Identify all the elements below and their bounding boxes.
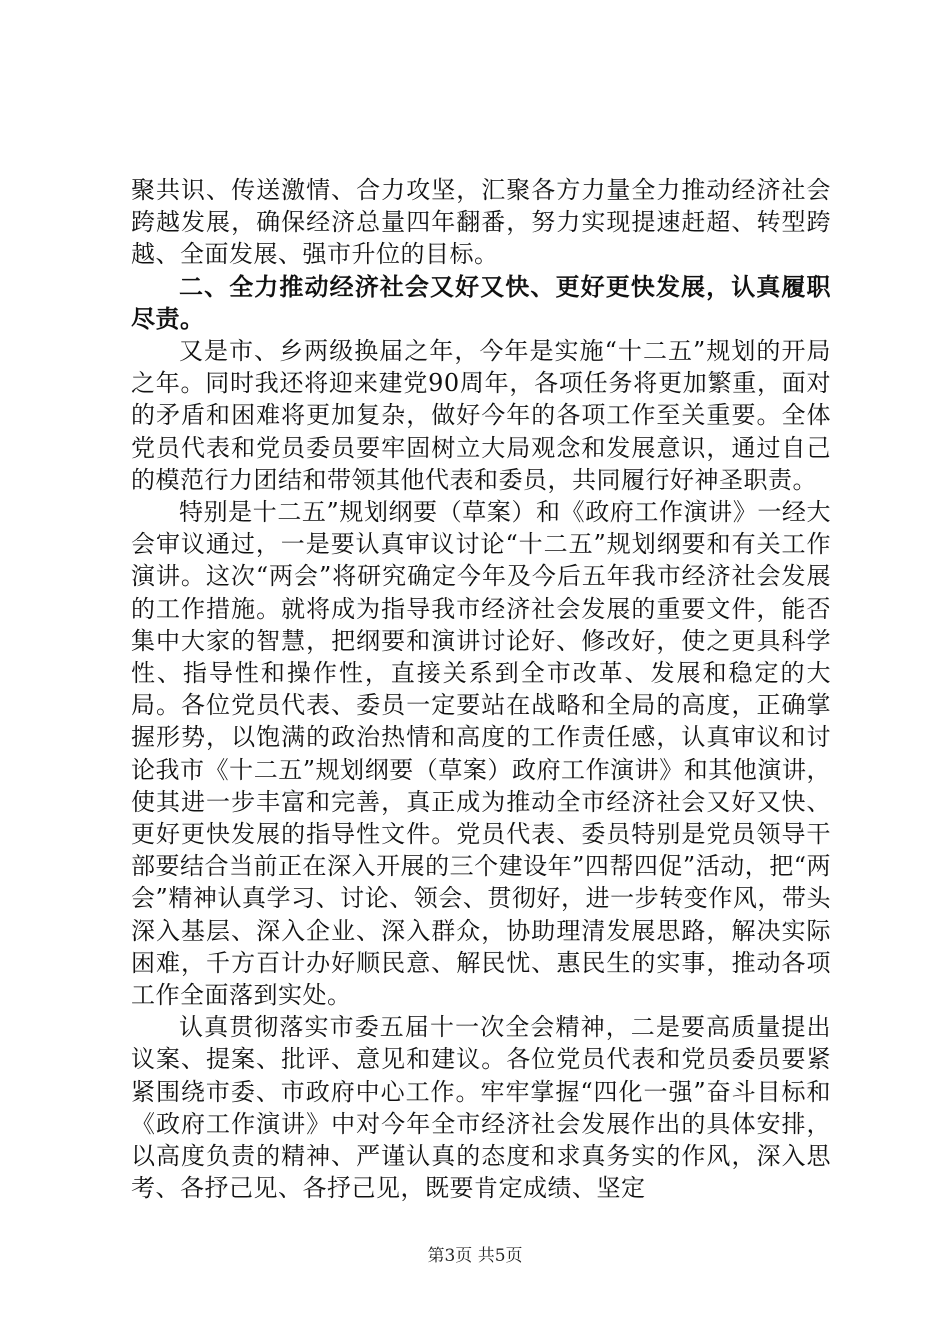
paragraph-continuation: 聚共识、传送激情、合力攻坚，汇聚各方力量全力推动经济社会跨越发展，确保经济总量四年翻番，努力实现提速赶超、转型跨越、全面发展、强市升位的目标。 bbox=[131, 176, 831, 269]
paragraph: 特别是十二五”规划纲要（草案）和《政府工作演讲》一经大会审议通过，一是要认真审议讨论“十二五”规划纲要和有关工作演讲。这次“两会”将研究确定今年及今后五年我市经济社会发展的工作措施。就将成为指导我市经济社会发展的重要文件，能否集中大家的智慧，把纲要和演讲讨论好、修改好，使之更具科学性、指导性和操作性，直接关系到全市改革、发展和稳定的大局。各位党员代表、委员一定要站在战略和全局的高度，正确掌握形势，以饱满的政治热情和高度的工作责任感，认真审议和讨论我市《十二五”规划纲要（草案）政府工作演讲》和其他演讲，使其进一步丰富和完善，真正成为推动全市经济社会又好又快、更好更快发展的指导性文件。党员代表、委员特别是党员领导干部要结合当前正在深入开展的三个建设年”四帮四促”活动，把“两会”精神认真学习、讨论、领会、贯彻好，进一步转变作风，带头深入基层、深入企业、深入群众，协助理清发展思路，解决实际困难，千方百计办好顺民意、解民忧、惠民生的实事，推动各项工作全面落到实处。 bbox=[131, 498, 831, 1010]
section-heading: 二、全力推动经济社会又好又快、更好更快发展，认真履职尽责。 bbox=[131, 272, 831, 333]
paragraph: 又是市、乡两级换届之年，今年是实施“十二五”规划的开局之年。同时我还将迎来建党90周年，各项任务将更加繁重，面对的矛盾和困难将更加复杂，做好今年的各项工作至关重要。全体党员代表和党员委员要牢固树立大局观念和发展意识，通过自己的模范行力团结和带领其他代表和委员，共同履行好神圣职责。 bbox=[131, 337, 831, 494]
page-footer: 第3页 共5页 bbox=[427, 1246, 523, 1266]
paragraph: 认真贯彻落实市委五届十一次全会精神，二是要高质量提出议案、提案、批评、意见和建议。各位党员代表和党员委员要紧紧围绕市委、市政府中心工作。牢牢掌握“四化一强”奋斗目标和《政府工作演讲》中对今年全市经济社会发展作出的具体安排，以高度负责的精神、严谨认真的态度和求真务实的作风，深入思考、各抒己见、各抒己见，既要肯定成绩、坚定 bbox=[131, 1013, 831, 1203]
document-body bbox=[131, 174, 831, 1205]
